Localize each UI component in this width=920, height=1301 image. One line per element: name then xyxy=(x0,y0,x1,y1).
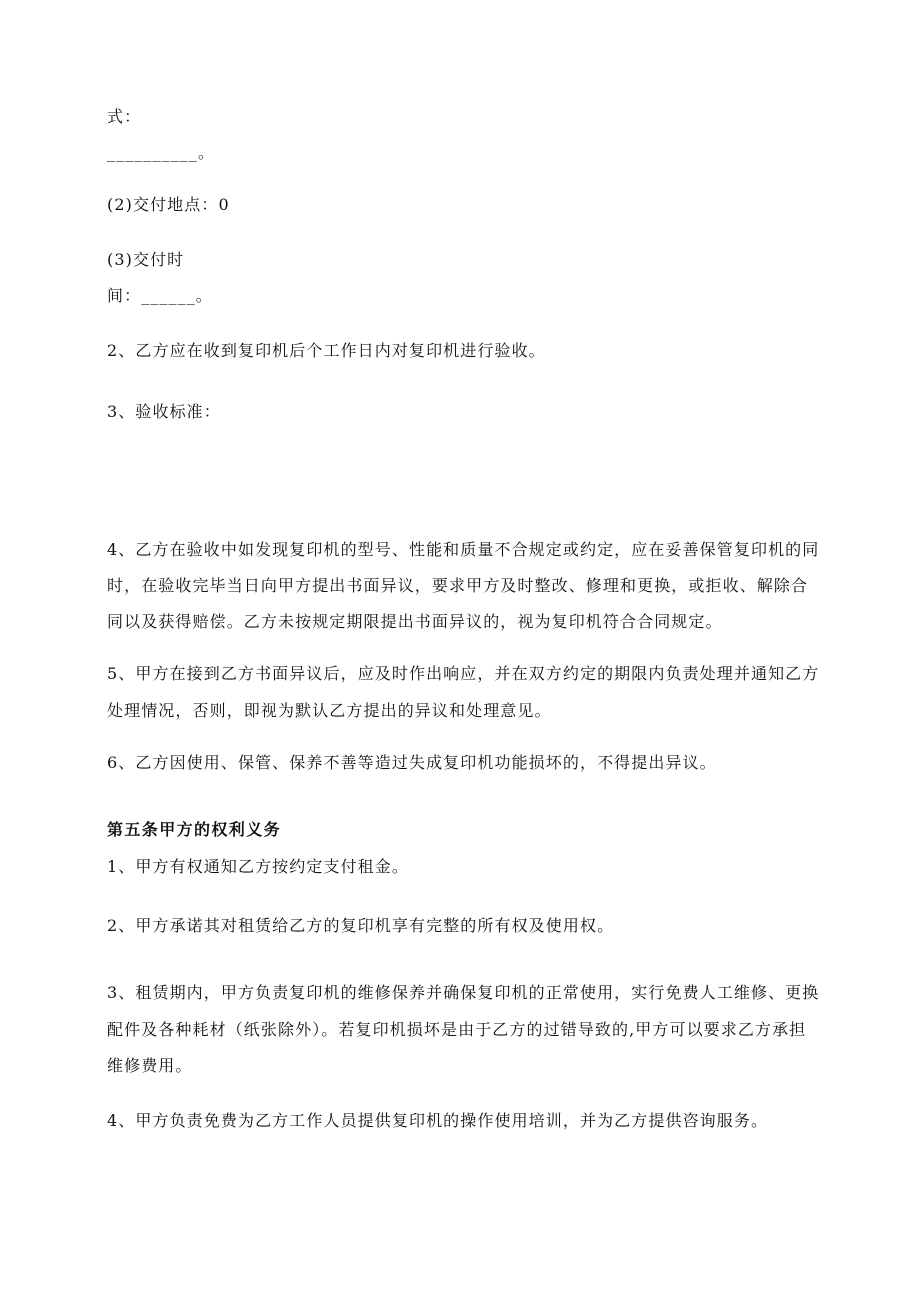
text-line: 配件及各种耗材（纸张除外）。若复印机损坏是由于乙方的过错导致的,甲方可以要求乙方承担 xyxy=(107,1020,807,1039)
text-line: 间：______。 xyxy=(107,286,213,305)
section-heading: 第五条甲方的权利义务 xyxy=(107,820,282,839)
text-line: 1、甲方有权通知乙方按约定支付租金。 xyxy=(107,857,409,876)
text-line: 3、验收标准： xyxy=(107,402,221,421)
text-line: 5、甲方在接到乙方书面异议后，应及时作出响应，并在双方约定的期限内负责处理并通知乙方 xyxy=(107,664,820,683)
text-line: __________。 xyxy=(107,143,216,162)
text-line: 2、乙方应在收到复印机后个工作日内对复印机进行验收。 xyxy=(107,341,546,360)
text-line: 处理情况，否则，即视为默认乙方提出的异议和处理意见。 xyxy=(107,701,552,720)
text-line: 式： xyxy=(107,107,142,126)
text-line: 维修费用。 xyxy=(107,1056,193,1075)
text-line: (2)交付地点：0 xyxy=(107,195,230,214)
text-line: 同以及获得赔偿。乙方未按规定期限提出书面异议的，视为复印机符合合同规定。 xyxy=(107,612,723,631)
text-line: 时，在验收完毕当日向甲方提出书面异议，要求甲方及时整改、修理和更换，或拒收、解除合 xyxy=(107,576,809,595)
text-line: 4、甲方负责免费为乙方工作人员提供复印机的操作使用培训，并为乙方提供咨询服务。 xyxy=(107,1111,769,1130)
text-line: 4、乙方在验收中如发现复印机的型号、性能和质量不合规定或约定，应在妥善保管复印机的同 xyxy=(107,540,820,559)
text-line: 3、租赁期内，甲方负责复印机的维修保养并确保复印机的正常使用，实行免费人工维修、更换 xyxy=(107,983,820,1002)
text-line: 6、乙方因使用、保管、保养不善等造过失成复印机功能损坏的，不得提出异议。 xyxy=(107,753,717,772)
text-line: 2、甲方承诺其对租赁给乙方的复印机享有完整的所有权及使用权。 xyxy=(107,916,615,935)
text-line: (3)交付时 xyxy=(107,250,185,269)
